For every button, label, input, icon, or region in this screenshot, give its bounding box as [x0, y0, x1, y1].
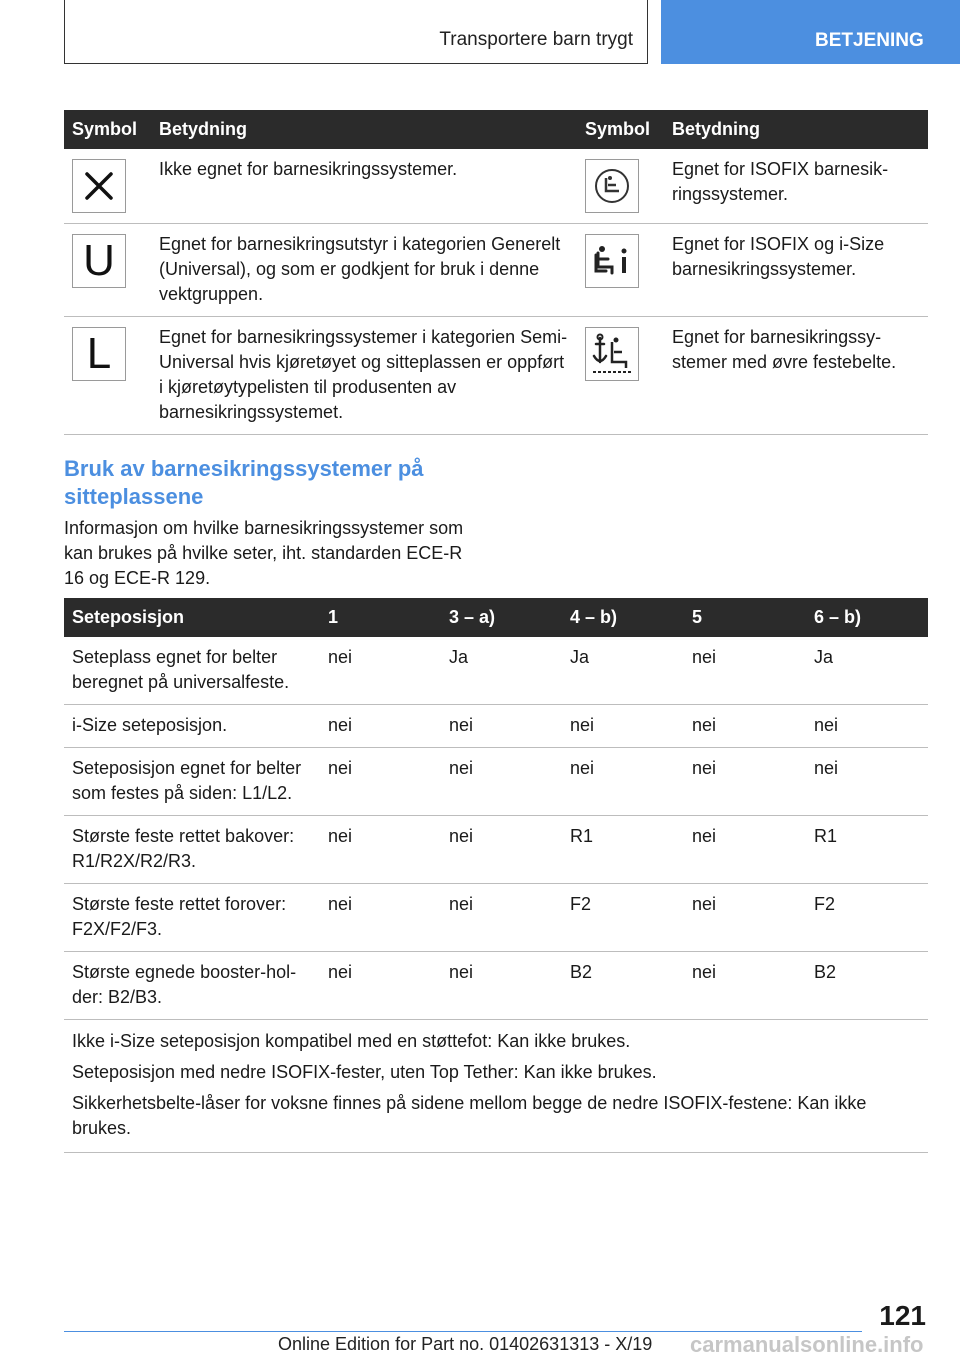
- table-note: Ikke i-Size seteposisjon kompatibel med en støttefot: Kan ikke brukes.: [72, 1031, 631, 1051]
- table-row: [64, 705, 928, 748]
- section-heading: Bruk av barnesikringssystemer på sitteplassene: [64, 456, 424, 509]
- table-note: Seteposisjon med nedre ISOFIX-fester, uten Top Tether: Kan ikke brukes.: [72, 1062, 657, 1082]
- table-note: Sikkerhetsbelte-låser for voksne finnes på sidene mellom begge de nedre ISOFIX-festene: Kan ikke brukes.: [72, 1093, 867, 1138]
- letter-u-icon: U: [72, 234, 126, 288]
- table-cell: nei: [441, 884, 562, 952]
- seat-position-table: [64, 598, 928, 1153]
- table-cell: nei: [684, 637, 806, 705]
- table-cell: F2: [562, 884, 684, 952]
- symbol-header: Symbol: [577, 110, 664, 149]
- table-cell: R1: [562, 816, 684, 884]
- table-cell: nei: [684, 816, 806, 884]
- isofix-i-size-icon: [585, 234, 639, 288]
- chapter-title: Transportere barn trygt: [439, 29, 633, 50]
- table-cell: nei: [441, 748, 562, 816]
- meaning-text: Egnet for barnesikringssystemer med øvre festebelte.: [664, 317, 928, 435]
- row-label: Største feste rettet bakover: R1/R2X/R2/R3.: [64, 816, 320, 884]
- column-header-seat-position: Seteposisjon: [64, 598, 320, 637]
- cross-icon: [72, 159, 126, 213]
- meaning-text: Egnet for barnesikringsutstyr i kategorien Generelt (Universal), og som er godkjent for bruk i denne vektgruppen.: [151, 224, 577, 317]
- row-label: i-Size seteposisjon.: [64, 705, 320, 748]
- row-label: Seteplass egnet for belter beregnet på universalfeste.: [64, 637, 320, 705]
- table-cell: nei: [320, 952, 441, 1020]
- symbol-header: Symbol: [64, 110, 151, 149]
- section-intro: Informasjon om hvilke barnesikringssystemer som kan brukes på hvilke seter, iht. standarden ECE-R 16 og ECE-R 129.: [64, 518, 464, 588]
- symbol-table: [64, 110, 928, 435]
- table-cell: nei: [320, 748, 441, 816]
- table-notes-row: [64, 1020, 928, 1153]
- table-cell: nei: [320, 637, 441, 705]
- table-cell: R1: [806, 816, 928, 884]
- table-cell: B2: [806, 952, 928, 1020]
- table-cell: B2: [562, 952, 684, 1020]
- row-label: Største egnede booster-holder: B2/B3.: [64, 952, 320, 1020]
- column-header: 3 – a): [441, 598, 562, 637]
- section-tab-label: BETJENING: [815, 30, 924, 51]
- meaning-header: Betydning: [664, 110, 928, 149]
- table-row: [64, 748, 928, 816]
- top-tether-icon: [585, 327, 639, 381]
- table-cell: nei: [320, 816, 441, 884]
- table-cell: nei: [320, 705, 441, 748]
- meaning-text: Egnet for ISOFIX barnesikringssystemer.: [664, 149, 928, 224]
- meaning-header: Betydning: [151, 110, 577, 149]
- letter-l-icon: L: [72, 327, 126, 381]
- table-cell: nei: [806, 705, 928, 748]
- column-header: 4 – b): [562, 598, 684, 637]
- footer-edition: Online Edition for Part no. 01402631313 - X/19: [278, 1334, 653, 1354]
- table-row: [64, 884, 928, 952]
- table-cell: nei: [441, 952, 562, 1020]
- header-box: [64, 0, 648, 64]
- row-label: Seteposisjon egnet for belter som festes på siden: L1/L2.: [64, 748, 320, 816]
- section-tab[interactable]: [661, 0, 960, 64]
- row-label: Største feste rettet forover: F2X/F2/F3.: [64, 884, 320, 952]
- table-cell: nei: [684, 705, 806, 748]
- watermark: carmanualsonline.info: [690, 1332, 924, 1357]
- table-row: [64, 952, 928, 1020]
- table-cell: nei: [684, 952, 806, 1020]
- table-cell: nei: [562, 705, 684, 748]
- column-header: 1: [320, 598, 441, 637]
- table-cell: nei: [684, 884, 806, 952]
- table-row: [64, 637, 928, 705]
- table-cell: Ja: [441, 637, 562, 705]
- meaning-text: Egnet for ISOFIX og i-Size barnesikringssystemer.: [664, 224, 928, 317]
- table-cell: nei: [562, 748, 684, 816]
- isofix-seat-icon: [585, 159, 639, 213]
- table-cell: nei: [806, 748, 928, 816]
- table-cell: nei: [441, 705, 562, 748]
- table-cell: nei: [684, 748, 806, 816]
- table-row: [64, 816, 928, 884]
- table-cell: nei: [320, 884, 441, 952]
- page-number: 121: [879, 1300, 926, 1331]
- table-row: [64, 224, 928, 317]
- table-row: [64, 149, 928, 224]
- column-header: 6 – b): [806, 598, 928, 637]
- meaning-text: Ikke egnet for barnesikringssystemer.: [151, 149, 577, 224]
- table-cell: nei: [441, 816, 562, 884]
- table-cell: F2: [806, 884, 928, 952]
- table-row: [64, 317, 928, 435]
- table-cell: Ja: [806, 637, 928, 705]
- column-header: 5: [684, 598, 806, 637]
- meaning-text: Egnet for barnesikringssystemer i kategorien Semi-Universal hvis kjøretøyet og sitteplassen er oppført i kjøretøytypelisten til produsenten av barnesikringssystemet.: [151, 317, 577, 435]
- table-cell: Ja: [562, 637, 684, 705]
